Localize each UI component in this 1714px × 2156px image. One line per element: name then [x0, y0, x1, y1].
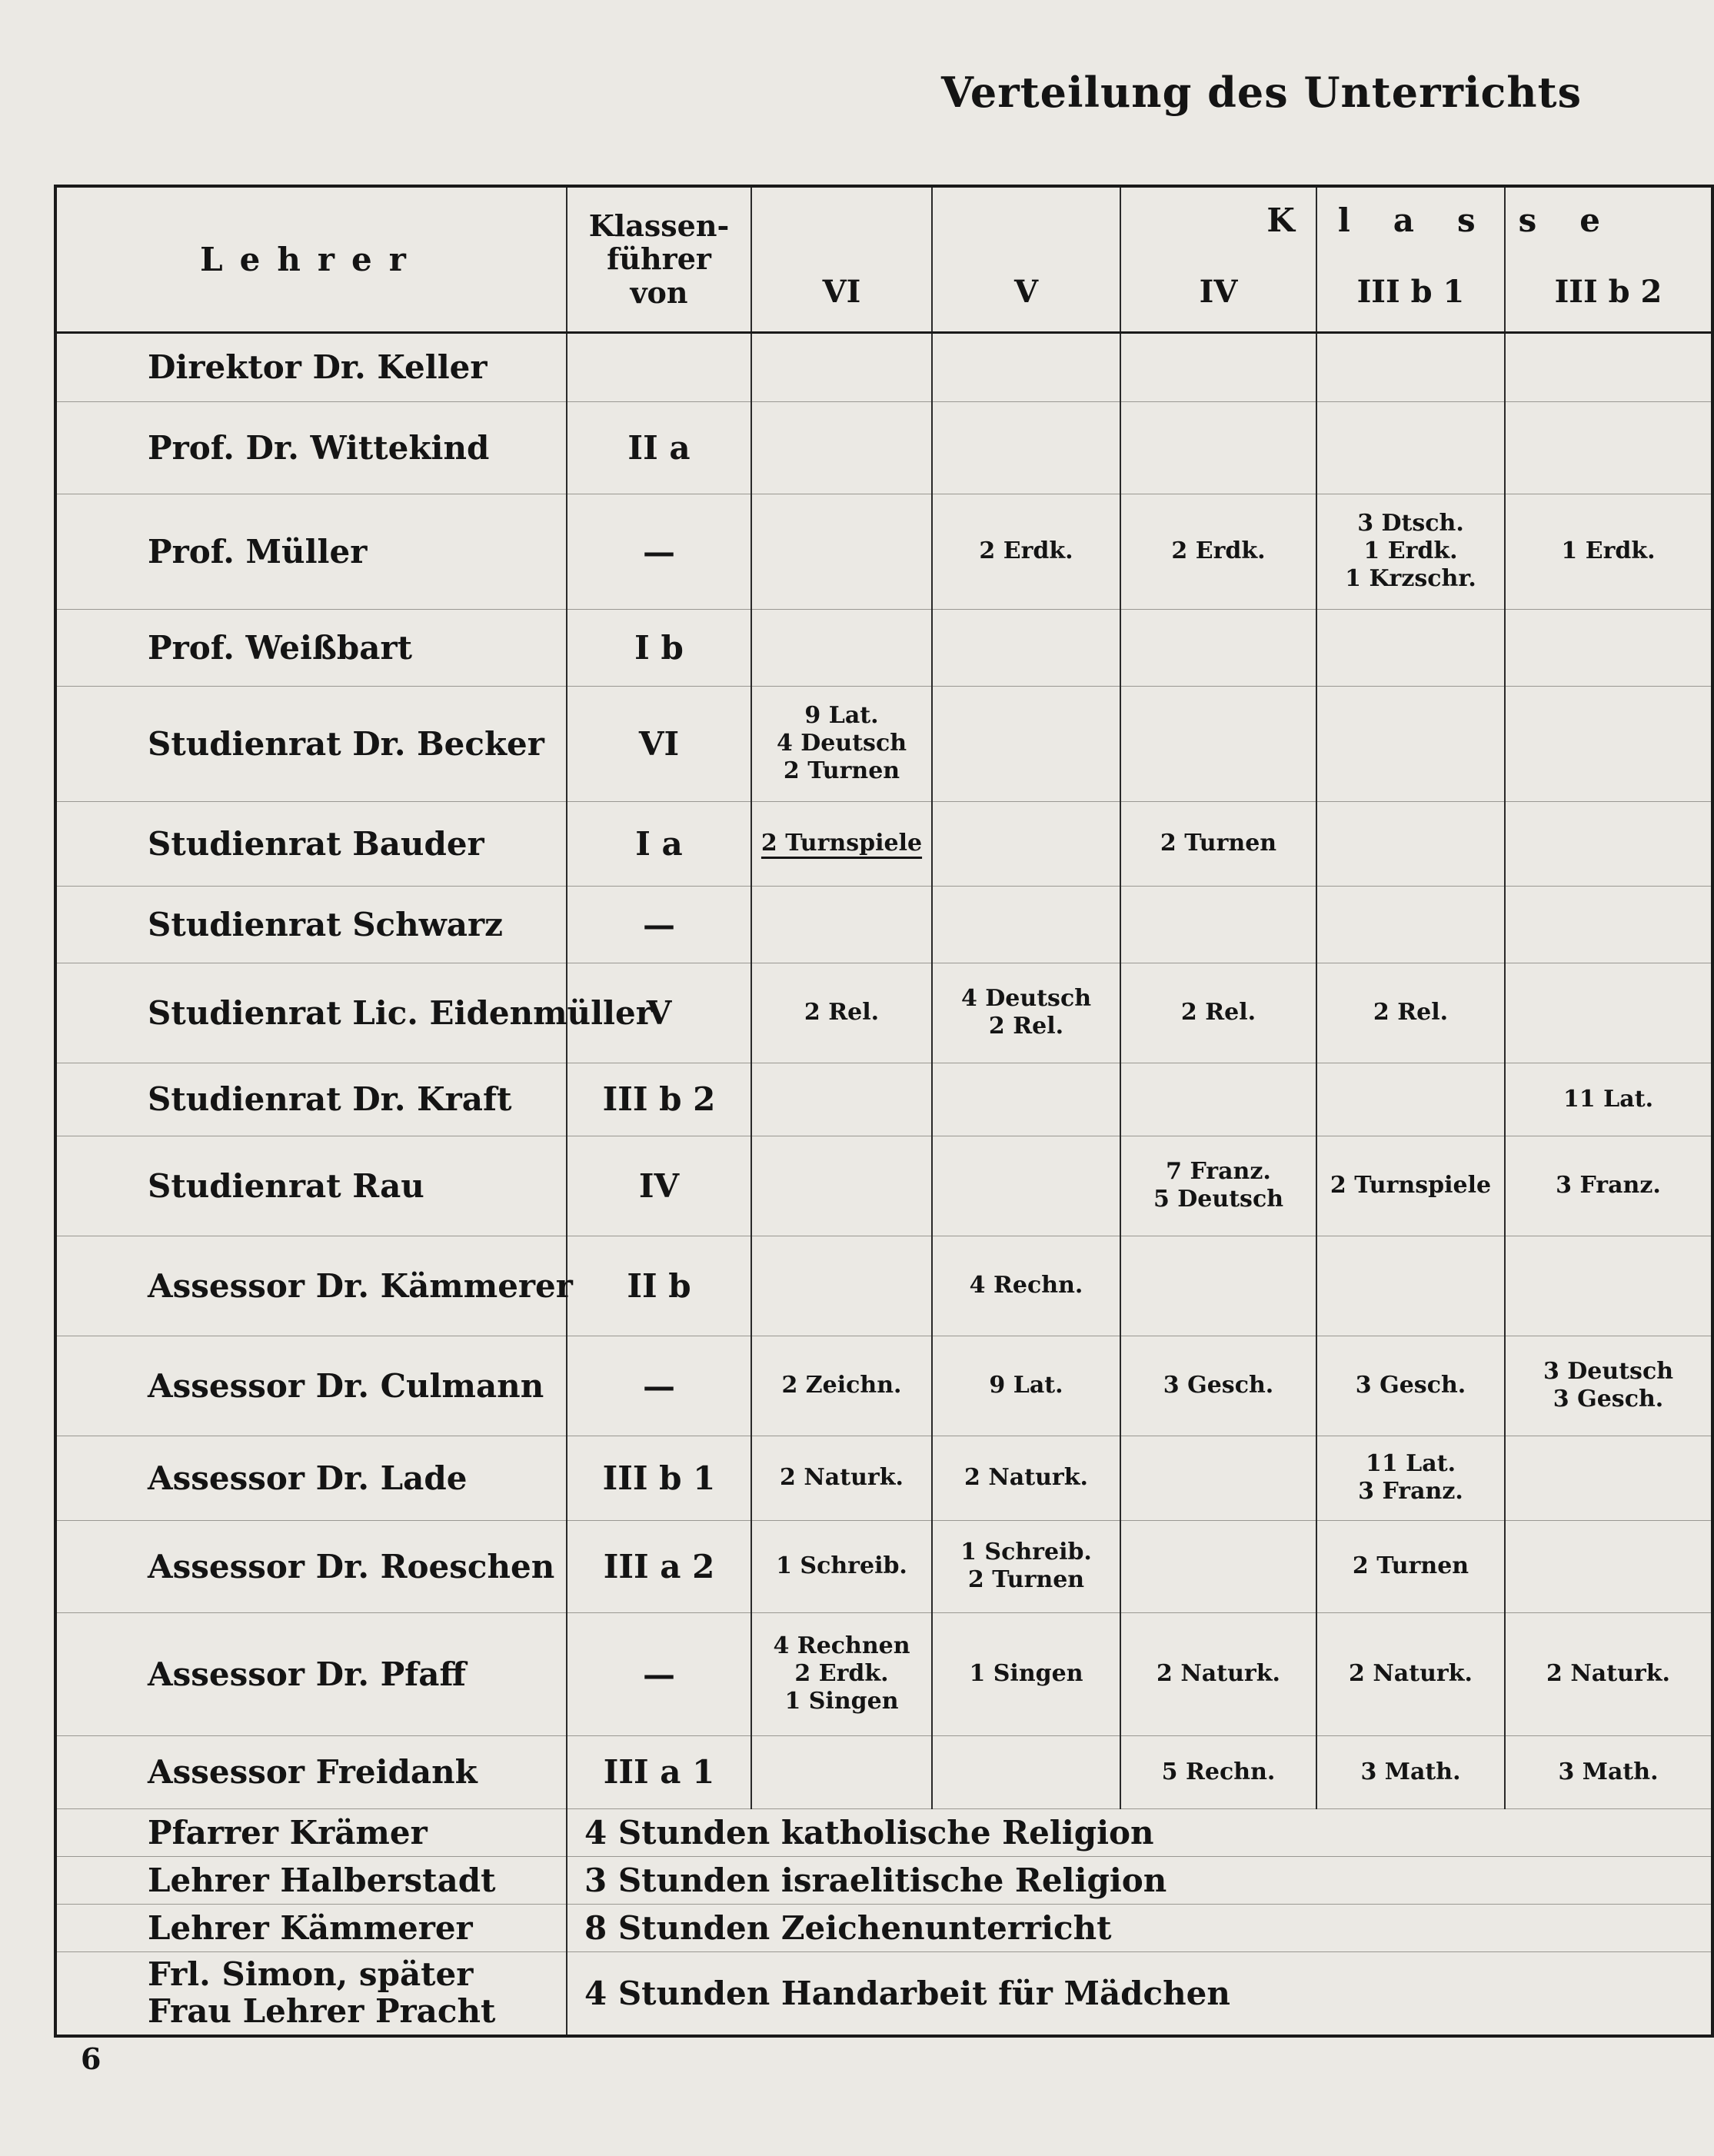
subject-cell-v [932, 1136, 1120, 1236]
klassenfuehrer-value: IV [567, 1136, 751, 1236]
subject-cell-vi [751, 1336, 932, 1436]
subject-line: 1 Schreib. [960, 1539, 1092, 1565]
subject-cell-v [932, 609, 1120, 686]
subject-cell-iiib2 [1505, 1735, 1712, 1808]
subject-cell-iiib2 [1505, 1612, 1712, 1735]
subject-cell-iiib1 [1316, 1520, 1505, 1612]
subject-line: 3 Franz. [1556, 1172, 1661, 1199]
subject-cell-v [932, 1436, 1120, 1520]
subject-cell-iiib2 [1505, 1063, 1712, 1136]
subject-line: 5 Deutsch [1153, 1186, 1284, 1213]
subject-cell-vi [751, 886, 932, 963]
subject-line: 7 Franz. [1166, 1158, 1271, 1185]
klassenfuehrer-value [567, 332, 751, 401]
klassenfuehrer-value: III a 1 [567, 1735, 751, 1808]
klassenfuehrer-value: II b [567, 1236, 751, 1336]
subject-cell-iiib1 [1316, 801, 1505, 886]
subject-cell-iiib1 [1316, 401, 1505, 494]
wide-subject-text: 3 Stunden israelitische Religion [567, 1856, 1712, 1904]
header-fuehrer-line3: von [630, 275, 688, 311]
subject-line: 2 Erdk. [979, 537, 1073, 564]
subject-cell-iv [1120, 1735, 1316, 1808]
subject-cell-iv [1120, 332, 1316, 401]
subject-cell-iiib1 [1316, 1063, 1505, 1136]
subject-line: 2 Turnspiele [1330, 1172, 1492, 1199]
subject-cell-vi [751, 494, 932, 609]
subject-cell-vi [751, 401, 932, 494]
table-row [55, 801, 1712, 886]
subject-cell-vi [751, 801, 932, 886]
subject-line: 2 Naturk. [1546, 1660, 1670, 1687]
teacher-name: Studienrat Lic. Eidenmüller [55, 963, 567, 1063]
subject-cell-v [932, 686, 1120, 801]
klassenfuehrer-value: VI [567, 686, 751, 801]
subject-cell-vi [751, 963, 932, 1063]
klassenfuehrer-value: III b 1 [567, 1436, 751, 1520]
subject-line: 2 Naturk. [780, 1464, 904, 1491]
teacher-name: Studienrat Schwarz [55, 886, 567, 963]
table-row [55, 1136, 1712, 1236]
header-teacher: Lehrer [55, 186, 567, 332]
wide-subject-text: 8 Stunden Zeichenunterricht [567, 1904, 1712, 1951]
header-fuehrer-line2: führer [607, 241, 711, 277]
subject-cell-v [932, 1336, 1120, 1436]
table-row [55, 332, 1712, 401]
subject-cell-v [932, 332, 1120, 401]
subject-cell-iv [1120, 801, 1316, 886]
subject-cell-iiib1 [1316, 1735, 1505, 1808]
subject-line: 2 Turnen [1160, 830, 1277, 857]
subject-line: 4 Rechnen [773, 1632, 910, 1659]
subject-cell-iiib2 [1505, 401, 1712, 494]
subject-cell-vi [751, 1520, 932, 1612]
subject-cell-iv [1120, 609, 1316, 686]
subject-cell-iiib2 [1505, 1336, 1712, 1436]
distribution-table [54, 185, 1714, 2038]
subject-line: 2 Rel. [804, 999, 880, 1026]
subject-line: 1 Erdk. [1363, 537, 1458, 564]
subject-cell-iiib2 [1505, 1136, 1712, 1236]
subject-line: 3 Math. [1360, 1758, 1461, 1785]
subject-line: 1 Erdk. [1561, 537, 1656, 564]
page-number: 6 [81, 2041, 102, 2076]
subject-cell-v [932, 801, 1120, 886]
subject-cell-iv [1120, 1136, 1316, 1236]
subject-cell-iiib1 [1316, 1612, 1505, 1735]
teacher-name: Studienrat Dr. Becker [55, 686, 567, 801]
teacher-name-line1: Frl. Simon, später [148, 1955, 474, 1993]
subject-cell-vi [751, 332, 932, 401]
subject-cell-vi [751, 686, 932, 801]
teacher-name [55, 1951, 567, 2036]
subject-line: 4 Deutsch [776, 730, 907, 757]
wide-table-row [55, 1951, 1712, 2036]
subject-line: 2 Naturk. [1349, 1660, 1473, 1687]
subject-line: 3 Gesch. [1163, 1372, 1274, 1399]
subject-cell-iv [1120, 494, 1316, 609]
wide-subject-text: 4 Stunden Handarbeit für Mädchen [567, 1951, 1712, 2036]
subject-line: 2 Erdk. [1171, 537, 1266, 564]
subject-line: 2 Zeichn. [781, 1372, 902, 1399]
subject-cell-iiib1 [1316, 609, 1505, 686]
table-row [55, 1336, 1712, 1436]
header-class-iiib2: III b 2 [1505, 186, 1712, 332]
subject-cell-iiib1 [1316, 494, 1505, 609]
subject-cell-iiib1 [1316, 332, 1505, 401]
table-row [55, 1236, 1712, 1336]
subject-cell-iv [1120, 1236, 1316, 1336]
subject-line: 3 Math. [1558, 1758, 1659, 1785]
subject-cell-iiib2 [1505, 1236, 1712, 1336]
subject-cell-iiib2 [1505, 332, 1712, 401]
subject-cell-vi [751, 1136, 932, 1236]
subject-line: 1 Singen [784, 1688, 899, 1715]
klassenfuehrer-value: I b [567, 609, 751, 686]
subject-cell-v [932, 1735, 1120, 1808]
subject-cell-iiib1 [1316, 1336, 1505, 1436]
teacher-name: Assessor Dr. Lade [55, 1436, 567, 1520]
klassenfuehrer-value: II a [567, 401, 751, 494]
table-row [55, 886, 1712, 963]
subject-line: 4 Deutsch [960, 985, 1092, 1012]
teacher-name: Pfarrer Krämer [55, 1808, 567, 1856]
teacher-name: Assessor Freidank [55, 1735, 567, 1808]
klassenfuehrer-value: — [567, 1612, 751, 1735]
subject-cell-vi [751, 1436, 932, 1520]
subject-cell-v [932, 494, 1120, 609]
subject-cell-iiib1 [1316, 1436, 1505, 1520]
subject-cell-iv [1120, 1520, 1316, 1612]
header-class-iv: IV [1120, 186, 1316, 332]
wide-table-row [55, 1808, 1712, 1856]
teacher-name-line2: Frau Lehrer Pracht [148, 1992, 496, 2031]
subject-cell-v [932, 1063, 1120, 1136]
table-row [55, 1612, 1712, 1735]
subject-cell-iiib2 [1505, 494, 1712, 609]
subject-cell-iiib1 [1316, 963, 1505, 1063]
subject-line: 2 Naturk. [964, 1464, 1088, 1491]
subject-cell-iiib1 [1316, 886, 1505, 963]
teacher-name: Prof. Dr. Wittekind [55, 401, 567, 494]
subject-cell-v [932, 886, 1120, 963]
teacher-name: Prof. Weißbart [55, 609, 567, 686]
teacher-name: Assessor Dr. Culmann [55, 1336, 567, 1436]
subject-line: 2 Turnen [1352, 1552, 1469, 1579]
teacher-name: Assessor Dr. Roeschen [55, 1520, 567, 1612]
subject-line: 9 Lat. [804, 702, 879, 729]
wide-table-row [55, 1904, 1712, 1951]
subject-line: 2 Naturk. [1157, 1660, 1280, 1687]
subject-cell-iiib2 [1505, 801, 1712, 886]
subject-line: 2 Turnen [967, 1566, 1085, 1593]
subject-line: 3 Deutsch [1543, 1358, 1674, 1385]
table-row [55, 686, 1712, 801]
subject-cell-v [932, 963, 1120, 1063]
header-klassenfuehrer [567, 186, 751, 332]
subject-cell-iv [1120, 1436, 1316, 1520]
subject-line: 3 Dtsch. [1357, 510, 1464, 537]
subject-cell-iv [1120, 1063, 1316, 1136]
klassenfuehrer-value: — [567, 886, 751, 963]
klassenfuehrer-value: III a 2 [567, 1520, 751, 1612]
teacher-name: Assessor Dr. Kämmerer [55, 1236, 567, 1336]
klassenfuehrer-value: — [567, 1336, 751, 1436]
subject-line: 2 Rel. [988, 1013, 1064, 1040]
klassenfuehrer-value: III b 2 [567, 1063, 751, 1136]
subject-cell-iv [1120, 401, 1316, 494]
table-row [55, 1520, 1712, 1612]
teacher-name: Studienrat Bauder [55, 801, 567, 886]
subject-cell-iv [1120, 1612, 1316, 1735]
teacher-name: Prof. Müller [55, 494, 567, 609]
subject-cell-v [932, 1520, 1120, 1612]
subject-line: 2 Rel. [1180, 999, 1256, 1026]
subject-cell-iiib2 [1505, 963, 1712, 1063]
table-row [55, 401, 1712, 494]
subject-line: 11 Lat. [1365, 1450, 1456, 1477]
page-title: Verteilung des Unterrichts [940, 68, 1582, 117]
subject-cell-iv [1120, 886, 1316, 963]
subject-cell-iv [1120, 686, 1316, 801]
table-row [55, 1436, 1712, 1520]
table-row [55, 1063, 1712, 1136]
subject-cell-vi [751, 1612, 932, 1735]
klasse-header-label: Klasse [1266, 201, 1643, 239]
subject-cell-vi [751, 609, 932, 686]
subject-cell-iiib1 [1316, 1136, 1505, 1236]
header-class-v: V [932, 186, 1120, 332]
table-row [55, 963, 1712, 1063]
subject-cell-iiib2 [1505, 609, 1712, 686]
subject-line: 3 Franz. [1358, 1478, 1463, 1505]
subject-line: 4 Rechn. [969, 1272, 1083, 1299]
table-row [55, 494, 1712, 609]
subject-cell-vi [751, 1063, 932, 1136]
table-row [55, 609, 1712, 686]
subject-cell-iiib1 [1316, 686, 1505, 801]
subject-cell-v [932, 1612, 1120, 1735]
subject-line: 1 Krzschr. [1345, 565, 1476, 592]
teacher-name: Studienrat Dr. Kraft [55, 1063, 567, 1136]
subject-line: 1 Singen [969, 1660, 1083, 1687]
subject-cell-iiib2 [1505, 886, 1712, 963]
subject-line: 3 Gesch. [1553, 1386, 1664, 1412]
header-fuehrer-line1: Klassen- [588, 208, 730, 243]
wide-table-row [55, 1856, 1712, 1904]
subject-cell-v [932, 401, 1120, 494]
subject-line: 3 Gesch. [1355, 1372, 1466, 1399]
subject-cell-v [932, 1236, 1120, 1336]
subject-line: 2 Erdk. [794, 1660, 889, 1687]
teacher-name: Direktor Dr. Keller [55, 332, 567, 401]
subject-cell-iv [1120, 1336, 1316, 1436]
teacher-name: Lehrer Halberstadt [55, 1856, 567, 1904]
table-body [55, 332, 1712, 2036]
subject-line: 2 Rel. [1373, 999, 1449, 1026]
subject-cell-vi [751, 1236, 932, 1336]
header-class-iiib1: III b 1 [1316, 186, 1505, 332]
teacher-name: Studienrat Rau [55, 1136, 567, 1236]
klassenfuehrer-value: I a [567, 801, 751, 886]
subject-line: 1 Schreib. [776, 1552, 907, 1579]
teacher-name: Lehrer Kämmerer [55, 1904, 567, 1951]
subject-line: 11 Lat. [1563, 1085, 1654, 1113]
subject-cell-iiib2 [1505, 1436, 1712, 1520]
wide-subject-text: 4 Stunden katholische Religion [567, 1808, 1712, 1856]
subject-cell-iiib2 [1505, 1520, 1712, 1612]
subject-cell-iiib1 [1316, 1236, 1505, 1336]
table-row [55, 1735, 1712, 1808]
klassenfuehrer-value: — [567, 494, 751, 609]
teacher-name: Assessor Dr. Pfaff [55, 1612, 567, 1735]
subject-line: 2 Turnen [783, 757, 900, 784]
klassenfuehrer-value: V [567, 963, 751, 1063]
subject-cell-iv [1120, 963, 1316, 1063]
subject-line: 2 Turnspiele [760, 830, 923, 857]
header-class-vi: VI [751, 186, 932, 332]
subject-cell-iiib2 [1505, 686, 1712, 801]
subject-line: 9 Lat. [989, 1372, 1063, 1399]
header-row [55, 186, 1712, 332]
subject-cell-vi [751, 1735, 932, 1808]
subject-line: 5 Rechn. [1161, 1758, 1276, 1785]
